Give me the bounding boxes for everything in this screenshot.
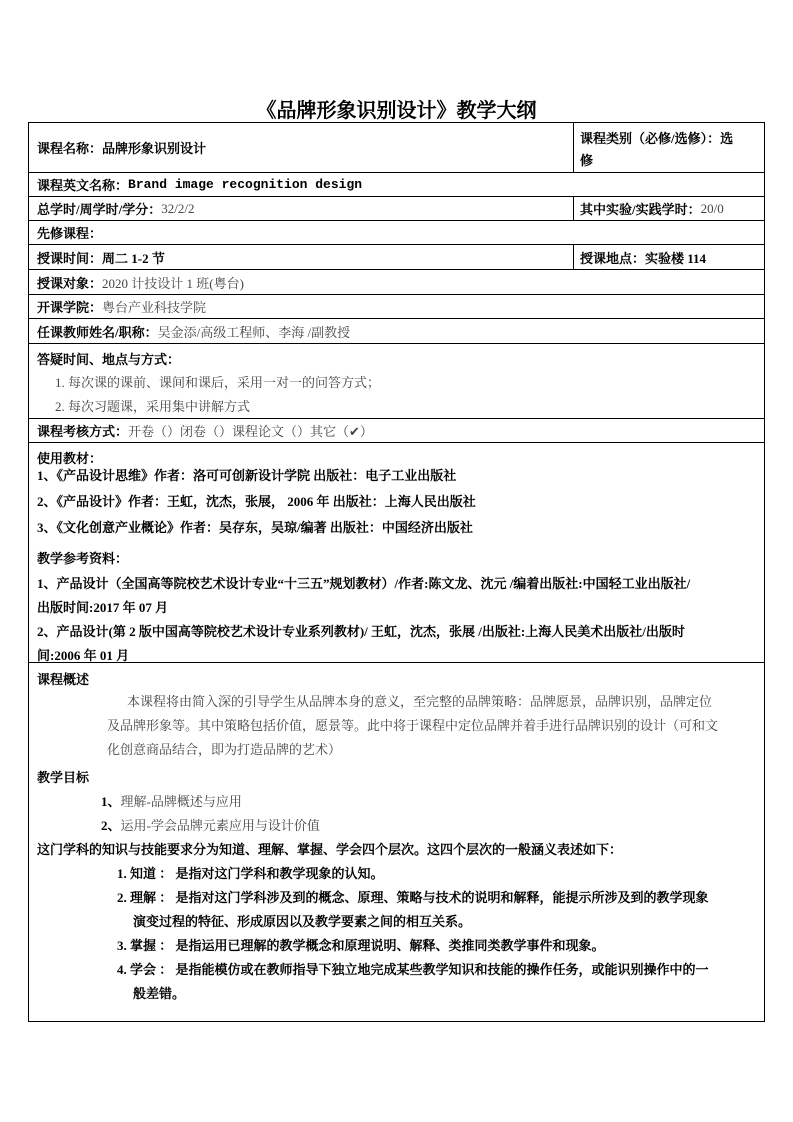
level-line: 1. 知道 ： 是指对这门学科和教学现象的认知。 (117, 866, 384, 881)
overview-line: 化创意商品结合，即为打造品牌的艺术） (107, 742, 342, 757)
reference-item: 间:2006 年 01 月 (37, 648, 130, 663)
row-assessment (28, 418, 765, 442)
level-line: 2. 理解 ： 是指对这门学科涉及到的概念、原理、策略与技术的说明和解释，能提示所涉及到的教学现象 (117, 890, 709, 905)
document-title: 《品牌形象识别设计》教学大纲 (256, 100, 537, 122)
textbook-item: 3、《文化创意产业概论》作者：吴存东，吴琼/编著 出版社：中国经济出版社 (37, 520, 473, 535)
row-college (28, 294, 765, 318)
audience: 授课对象： 2020 计技设计 1 班(粤台) (37, 275, 244, 291)
class-time: 授课时间： 周二 1-2 节 (37, 250, 165, 266)
level-line: 演变过程的特征、形成原因以及教学要素之间的相互关系。 (133, 914, 472, 929)
level-line: 般差错。 (133, 986, 186, 1001)
row-english-name (28, 172, 765, 196)
row-hours (28, 196, 765, 220)
class-place: 授课地点： 实验楼 114 (573, 245, 764, 269)
goal-item: 1、理解-品牌概述与应用 (101, 794, 242, 809)
reference-item: 1、产品设计（全国高等院校艺术设计专业“十三五”规划教材）/作者:陈文龙、沈元 /编着出版社:中国轻工业出版社/ (37, 576, 691, 591)
overview-line: 本课程将由简入深的引导学生从品牌本身的意义，至完整的品牌策略：品牌愿景，品牌识别，品牌定位 (127, 694, 713, 709)
level-line: 3. 掌握 ： 是指运用已理解的教学概念和原理说明、解释、类推同类教学事件和现象。 (117, 938, 605, 953)
prereq: 先修课程： (37, 226, 103, 241)
course-name: 课程名称： 品牌形象识别设计 (37, 141, 207, 156)
qa-item: 2. 每次习题课，采用集中讲解方式 (55, 399, 251, 414)
row-qa: 答疑时间、地点与方式： 1. 每次课的课前、课间和课后，采用一对一的问答方式； 2. 每次习题课，采用集中讲解方式 (28, 343, 765, 418)
college: 开课学院： 粤台产业科技学院 (37, 300, 207, 315)
textbook-item: 2、《产品设计》作者：王虹，沈杰，张展， 2006 年 出版社：上海人民出版社 (37, 494, 476, 509)
hours: 总学时/周学时/学分： 32/2/2 (37, 200, 195, 217)
reference-item: 出版时间:2017 年 07 月 (37, 600, 169, 615)
goal-item: 2、运用-学会品牌元素应用与设计价值 (101, 818, 320, 833)
row-course-name (28, 122, 765, 172)
row-materials: 使用教材： 1、《产品设计思维》作者：洛可可创新设计学院 出版社：电子工业出版社 2、《产品设计》作者：王虹，沈杰，张展， 2006 年 出版社：上海人民出版社 3、《文化创意产业概论》作者：吴存东，吴琼/编著 出版社：中国经济出版社 教学参考资料： 1、产品设计（全国高等院校艺术设计专业“十三五”规划教材）/作者:陈文龙、沈元 /编着出版社:中国轻工业出版社/ 出版时间:2017 年 07 月 2、产品设计(第 2 版中国高等院校艺术设计专业系列教材)/ 王虹，沈杰，张展 /出版社:上海人民美术出版社/出版时 间:2006 年 01 月 (28, 442, 765, 662)
row-prereq (28, 220, 765, 244)
english-name: 课程英文名称： Brand image recognition design (37, 177, 363, 193)
overview-line: 及品牌形象等。其中策略包括价值，愿景等。此中将于课程中定位品牌并着手进行品牌识别的设计（可和文 (107, 718, 719, 733)
level-line: 4. 学会 ： 是指能模仿或在教师指导下独立地完成某些教学知识和技能的操作任务，或能识别操作中的一 (117, 962, 709, 977)
row-time (28, 244, 765, 269)
qa-item: 1. 每次课的课前、课间和课后，采用一对一的问答方式； (55, 375, 381, 390)
teachers: 任课教师姓名/职称： 吴金添/高级工程师、李海 /副教授 (37, 324, 351, 340)
assessment: 课程考核方式： 开卷（）闭卷（）课程论文（）其它（✔） (37, 424, 373, 439)
reference-item: 2、产品设计(第 2 版中国高等院校艺术设计专业系列教材)/ 王虹，沈杰，张展 /出版社:上海人民美术出版社/出版时 (37, 624, 685, 639)
row-teachers (28, 318, 765, 343)
textbook-item: 1、《产品设计思维》作者：洛可可创新设计学院 出版社：电子工业出版社 (37, 468, 457, 483)
lab-hours: 其中实验/实践学时： 20/0 (573, 197, 764, 220)
course-type: 课程类别（必修/选修）：选 修 (573, 123, 764, 172)
row-audience (28, 269, 765, 294)
row-overview: 课程概述 本课程将由简入深的引导学生从品牌本身的意义，至完整的品牌策略：品牌愿景，品牌识别，品牌定位 及品牌形象等。其中策略包括价值，愿景等。此中将于课程中定位品牌并着手进行品牌识别的设计（可和文 化创意商品结合，即为打造品牌的艺术） 教学目标 1、理解-品牌概述与应用 2、运用-学会品牌元素应用与设计价值 这门学科的知识与技能要求分为知道、理解、掌握、学会四个层次。这四个层次的一般涵义表述如下： 1. 知道 ： 是指对这门学科和教学现象的认知。 2. 理解 ： 是指对这门学科涉及到的概念、原理、策略与技术的说明和解释，能提示所涉及到的教学现象 演变过程的特征、形成原因以及教学要素之间的相互关系。 3. 掌握 ： 是指运用已理解的教学概念和原理说明、解释、类推同类教学事件和现象。 4. 学会 ： 是指能模仿或在教师指导下独立地完成某些教学知识和技能的操作任务，或能识别操作中的一 般差错。 (28, 662, 765, 1022)
